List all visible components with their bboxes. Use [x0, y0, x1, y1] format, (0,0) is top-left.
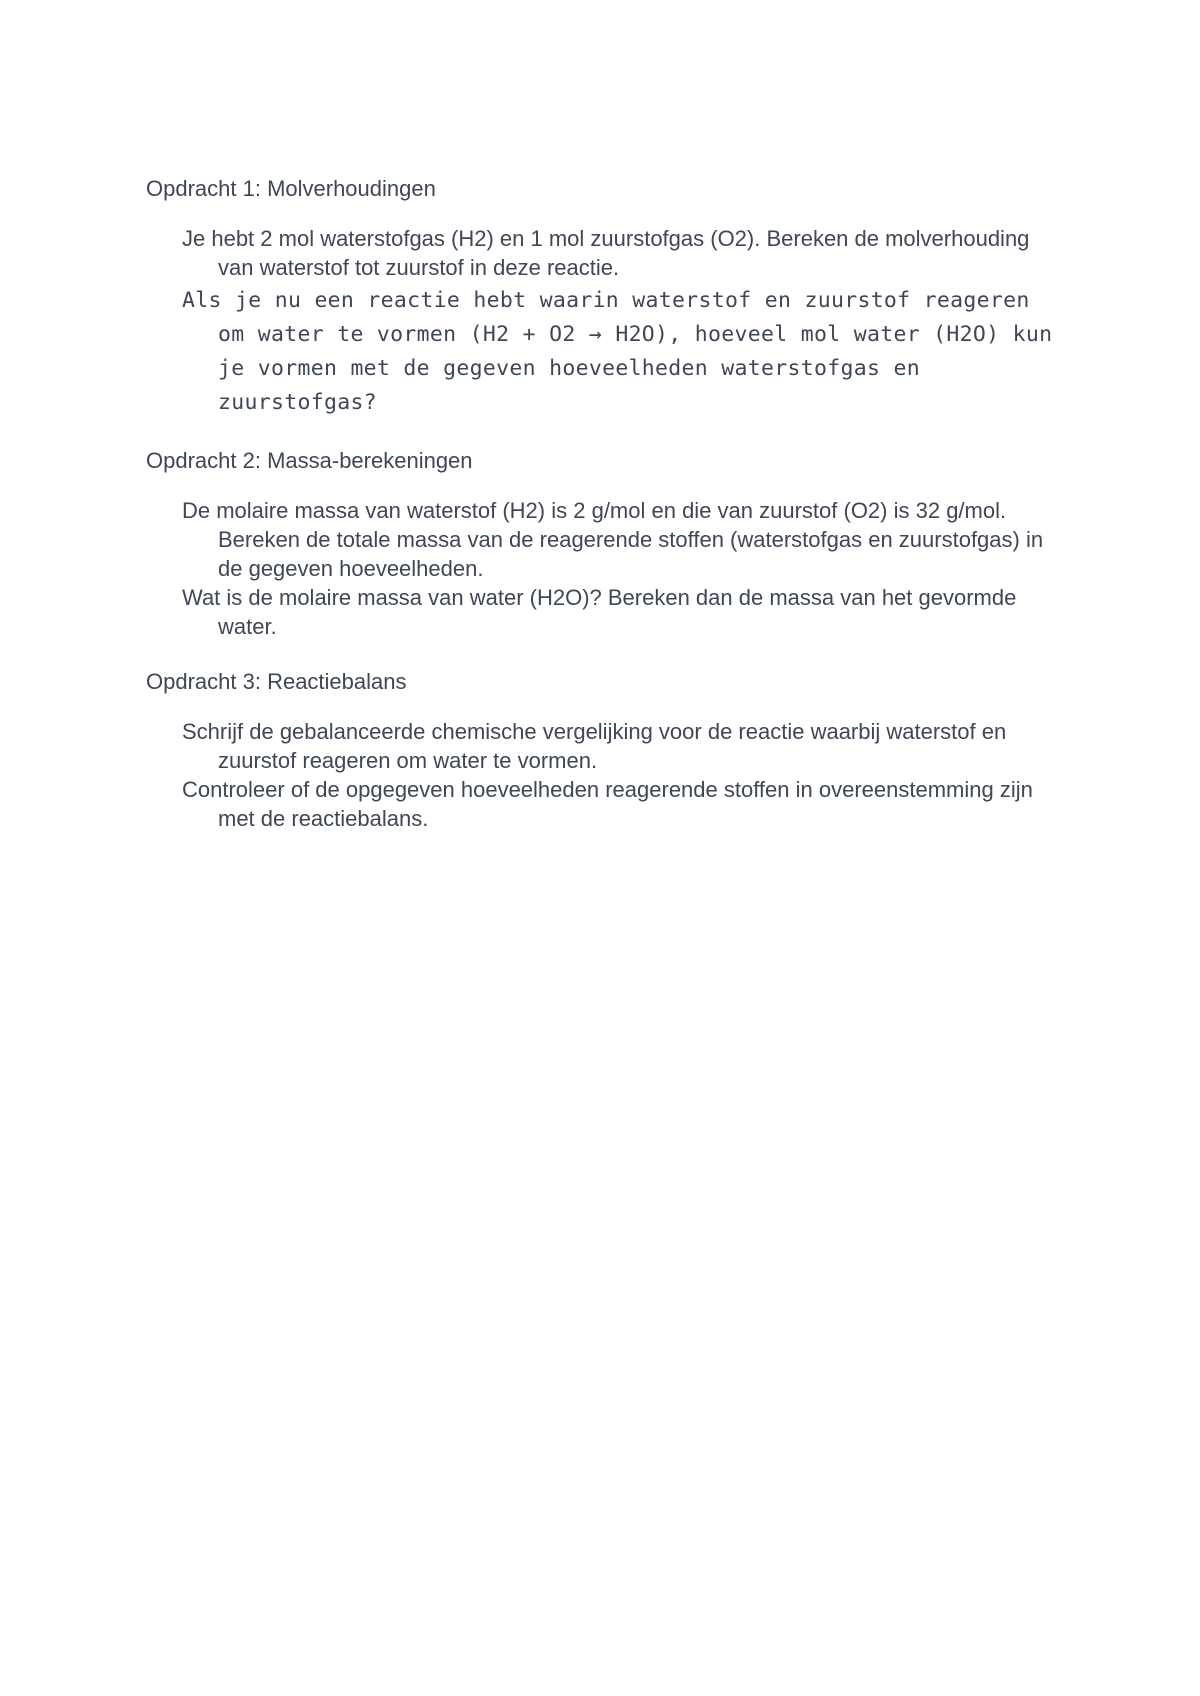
document-content: [146, 174, 1066, 859]
list-item: De molaire massa van waterstof (H2) is 2 g/mol en die van zuurstof (O2) is 32 g/mol. Bereken de totale massa van de reagerende stoffen (waterstofgas en zuurstofgas) in de gegeven hoeveelheden.: [182, 498, 1044, 581]
item-list: [146, 717, 1066, 833]
section-heading: Opdracht 3: Reactiebalans: [146, 669, 407, 694]
list-item: Schrijf de gebalanceerde chemische vergelijking voor de reactie waarbij waterstof en zuurstof reageren om water te vormen.: [182, 719, 1007, 773]
list-item: Je hebt 2 mol waterstofgas (H2) en 1 mol zuurstofgas (O2). Bereken de molverhouding van waterstof tot zuurstof in deze reactie.: [182, 226, 1030, 280]
item-list: [146, 224, 1066, 420]
section-opdracht-1: [146, 174, 1066, 420]
list-item: Wat is de molaire massa van water (H2O)? Bereken dan de massa van het gevormde water.: [182, 585, 1017, 639]
section-heading: Opdracht 2: Massa-berekeningen: [146, 448, 473, 473]
section-opdracht-3: [146, 667, 1066, 833]
list-item: Als je nu een reactie hebt waarin waterstof en zuurstof reageren om water te vormen (H2 + O2 → H2O), hoeveel mol water (H2O) kun je vormen met de gegeven hoeveelheden waterstofgas en zuurstofgas?: [182, 288, 1053, 415]
list-item: Controleer of de opgegeven hoeveelheden reagerende stoffen in overeenstemming zijn met de reactiebalans.: [182, 777, 1033, 831]
section-heading: Opdracht 1: Molverhoudingen: [146, 176, 436, 201]
item-list: [146, 496, 1066, 641]
section-opdracht-2: [146, 446, 1066, 641]
